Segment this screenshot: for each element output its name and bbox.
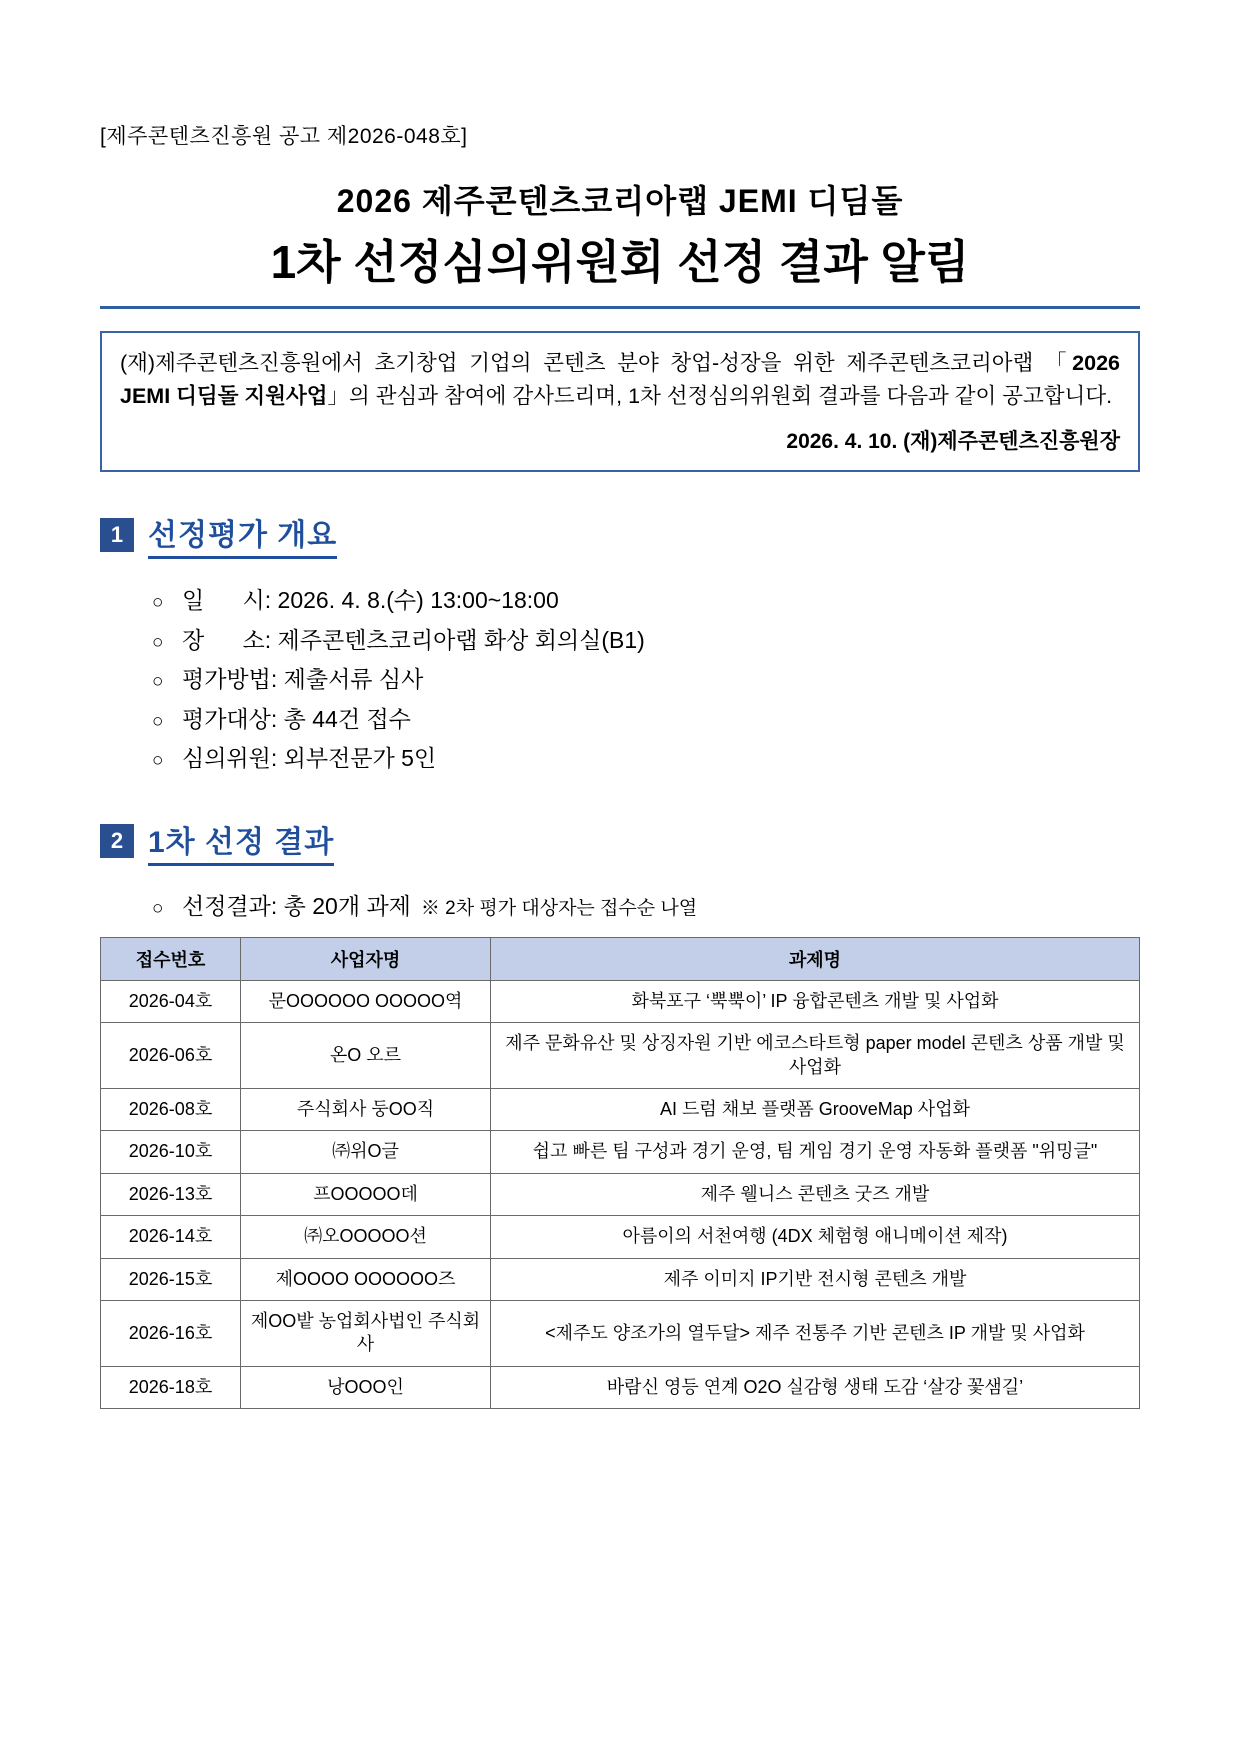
section-number-badge: 1 [100,518,134,552]
cell-task: AI 드럼 채보 플랫폼 GrooveMap 사업화 [491,1089,1140,1131]
results-summary-note: ※ 2차 평가 대상자는 접수순 나열 [420,897,698,919]
column-header-receipt-number: 접수번호 [101,937,241,980]
bullet-icon: ○ [152,750,164,772]
cell-company: ㈜오OOOOO션 [241,1216,491,1258]
list-item-value: 제출서류 심사 [277,666,424,693]
cell-receipt-number: 2026-13호 [101,1173,241,1215]
cell-company: 제OO밭 농업회사법인 주식회사 [241,1301,491,1367]
results-table [100,937,1140,1409]
cell-company: 낭OOO인 [241,1366,491,1408]
section-overview [100,510,1140,779]
document-subtitle: 2026 제주콘텐츠코리아랩 JEMI 디딤돌 [336,183,904,219]
cell-task: <제주도 양조가의 열두달> 제주 전통주 기반 콘텐츠 IP 개발 및 사업화 [491,1301,1140,1367]
bullet-icon: ○ [152,710,164,732]
cell-receipt-number: 2026-18호 [101,1366,241,1408]
cell-task: 화북포구 ‘뿍뿍이’ IP 융합콘텐츠 개발 및 사업화 [491,980,1140,1022]
bullet-icon: ○ [152,671,164,693]
cell-receipt-number: 2026-06호 [101,1023,241,1089]
list-item [152,621,1140,661]
list-item [152,581,1140,621]
list-item-value: 외부전문가 5인 [277,745,437,772]
cell-company: 주식회사 둥OO직 [241,1089,491,1131]
section-results-header [100,817,1140,866]
list-item-label: 일 시: [182,587,272,614]
table-row [101,1366,1140,1408]
cell-company: 제OOOO OOOOOO즈 [241,1258,491,1300]
cell-task: 아름이의 서천여행 (4DX 체험형 애니메이션 제작) [491,1216,1140,1258]
intro-text-part2: 」의 관심과 참여에 감사드리며, 1차 선정심의위원회 결과를 다음과 같이 공고합니다. [327,384,1113,409]
cell-receipt-number: 2026-04호 [101,980,241,1022]
cell-company: ㈜위O글 [241,1131,491,1173]
intro-program-name: 2026 JEMI 디딤돌 지원사업 [120,351,1120,409]
intro-signature: 2026. 4. 10. (재)제주콘텐츠진흥원장 [786,429,1120,453]
cell-task: 제주 웰니스 콘텐츠 굿즈 개발 [491,1173,1140,1215]
list-item-label: 평가대상: [182,705,278,732]
bullet-icon: ○ [152,897,164,919]
section-number-badge: 2 [100,824,134,858]
results-summary-label: 선정결과: 총 20개 과제 [182,892,411,919]
overview-list [152,581,1140,779]
cell-receipt-number: 2026-14호 [101,1216,241,1258]
document-title: 1차 선정심의위원회 선정 결과 알림 [270,236,970,288]
table-row [101,1216,1140,1258]
table-row [101,1131,1140,1173]
table-header-row [101,937,1140,980]
bullet-icon: ○ [152,592,164,614]
column-header-company: 사업자명 [241,937,491,980]
table-row [101,1173,1140,1215]
list-item-value: 총 44건 접수 [277,705,411,732]
cell-receipt-number: 2026-15호 [101,1258,241,1300]
list-item [152,660,1140,700]
cell-task: 쉽고 빠른 팀 구성과 경기 운영, 팀 게임 경기 운영 자동화 플랫폼 "위밍글" [491,1131,1140,1173]
section-title: 1차 선정 결과 [148,817,334,866]
table-row [101,1258,1140,1300]
cell-company: 프OOOOO데 [241,1173,491,1215]
list-item-value: 제주콘텐츠코리아랩 화상 회의실(B1) [271,626,645,653]
section-overview-header [100,510,1140,559]
cell-receipt-number: 2026-16호 [101,1301,241,1367]
table-row [101,1301,1140,1367]
section-title: 선정평가 개요 [148,510,337,559]
cell-task: 제주 이미지 IP기반 전시형 콘텐츠 개발 [491,1258,1140,1300]
cell-task: 바람신 영등 연계 O2O 실감형 생태 도감 ‘살강 꽃샘길’ [491,1366,1140,1408]
section-results [100,817,1140,1409]
cell-company: 문OOOOOO OOOOO역 [241,980,491,1022]
list-item [152,700,1140,740]
intro-box [100,331,1140,472]
list-item [152,739,1140,779]
cell-receipt-number: 2026-08호 [101,1089,241,1131]
list-item-label: 평가방법: [182,666,278,693]
list-item-label: 장 소: [182,626,272,653]
intro-text-part1: (재)제주콘텐츠진흥원에서 초기창업 기업의 콘텐츠 분야 창업-성장을 위한 제주콘텐츠코리아랩 「 [120,351,1073,375]
cell-receipt-number: 2026-10호 [101,1131,241,1173]
list-item-value: 2026. 4. 8.(수) 13:00~18:00 [271,587,559,614]
title-divider [100,306,1140,309]
bullet-icon: ○ [152,631,164,653]
document-number: [제주콘텐츠진흥원 공고 제2026-048호] [100,125,468,148]
intro-paragraph [120,347,1120,414]
column-header-task: 과제명 [491,937,1140,980]
cell-company: 온O 오르 [241,1023,491,1089]
table-row [101,1023,1140,1089]
cell-task: 제주 문화유산 및 상징자원 기반 에코스타트형 paper model 콘텐츠 상품 개발 및 사업화 [491,1023,1140,1089]
table-row [101,980,1140,1022]
table-row [101,1089,1140,1131]
results-summary [152,888,1140,921]
list-item-label: 심의위원: [182,745,278,772]
